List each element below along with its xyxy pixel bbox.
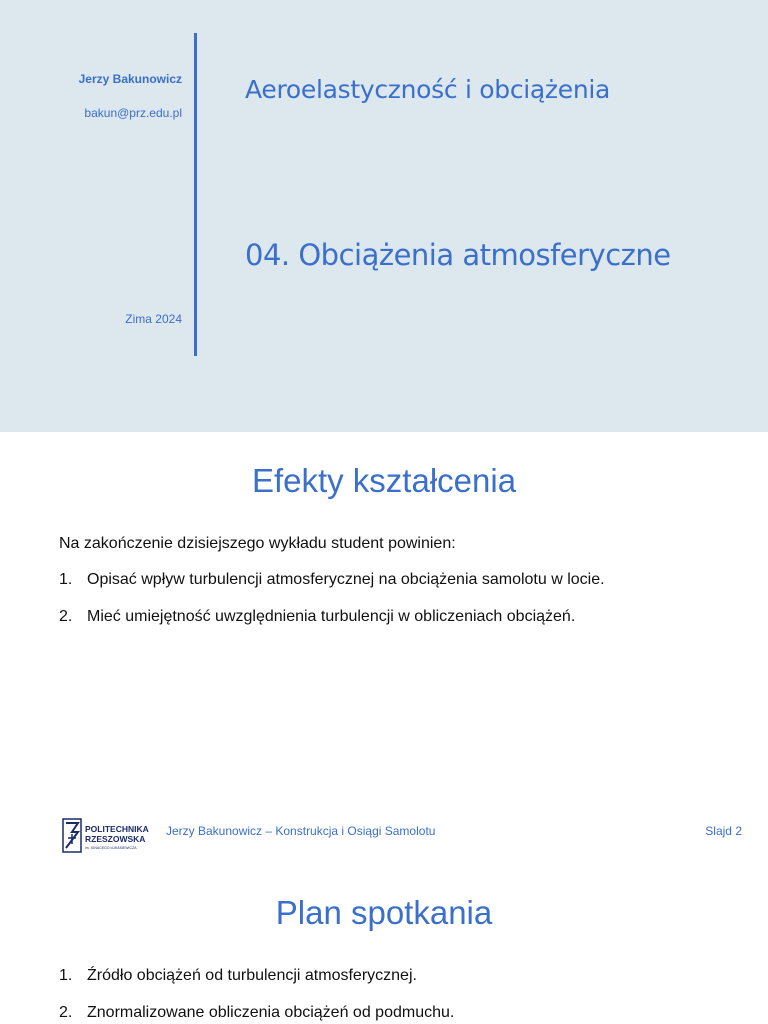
meeting-plan-slide bbox=[0, 864, 768, 1024]
course-title: Aeroelastyczność i obciążenia bbox=[245, 75, 611, 104]
title-slide bbox=[0, 0, 768, 432]
list-item bbox=[59, 607, 605, 627]
list-item bbox=[59, 570, 605, 590]
university-logo-icon bbox=[62, 818, 162, 856]
lecture-title: 04. Obciążenia atmosferyczne bbox=[245, 238, 671, 272]
list-item bbox=[59, 966, 454, 986]
vertical-divider bbox=[194, 33, 197, 356]
learning-outcomes-slide bbox=[0, 432, 768, 864]
logo-line-3: im. IGNACEGO ŁUKASIEWICZA bbox=[85, 846, 137, 850]
outcomes-list bbox=[59, 570, 605, 644]
list-number: 1. bbox=[59, 967, 73, 984]
slide-title: Efekty kształcenia bbox=[251, 462, 517, 499]
slide-title: Plan spotkania bbox=[275, 894, 493, 931]
list-number: 1. bbox=[59, 571, 73, 588]
logo-line-1: POLITECHNIKA bbox=[85, 824, 149, 834]
slide-footer bbox=[0, 816, 768, 856]
author-email: bakun@prz.edu.pl bbox=[84, 106, 182, 120]
list-text: Znormalizowane obliczenia obciążeń od podmuchu. bbox=[87, 1004, 455, 1021]
list-item bbox=[59, 1003, 454, 1023]
semester-date: Zima 2024 bbox=[125, 312, 182, 326]
list-number: 2. bbox=[59, 1004, 73, 1021]
plan-list bbox=[59, 966, 454, 1024]
list-number: 2. bbox=[59, 608, 73, 625]
logo-line-2: RZESZOWSKA bbox=[85, 834, 146, 844]
list-text: Opisać wpływ turbulencji atmosferycznej na obciążenia samolotu w locie. bbox=[87, 571, 605, 588]
author-name: Jerzy Bakunowicz bbox=[78, 72, 182, 86]
list-text: Mieć umiejętność uwzględnienia turbulencji w obliczeniach obciążeń. bbox=[87, 608, 576, 625]
footer-course-credit: Jerzy Bakunowicz – Konstrukcja i Osiągi Samolotu bbox=[166, 824, 436, 838]
slide-number: Slajd 2 bbox=[705, 824, 742, 838]
list-text: Źródło obciążeń od turbulencji atmosferycznej. bbox=[87, 967, 417, 984]
intro-text: Na zakończenie dzisiejszego wykładu student powinien: bbox=[59, 535, 456, 552]
